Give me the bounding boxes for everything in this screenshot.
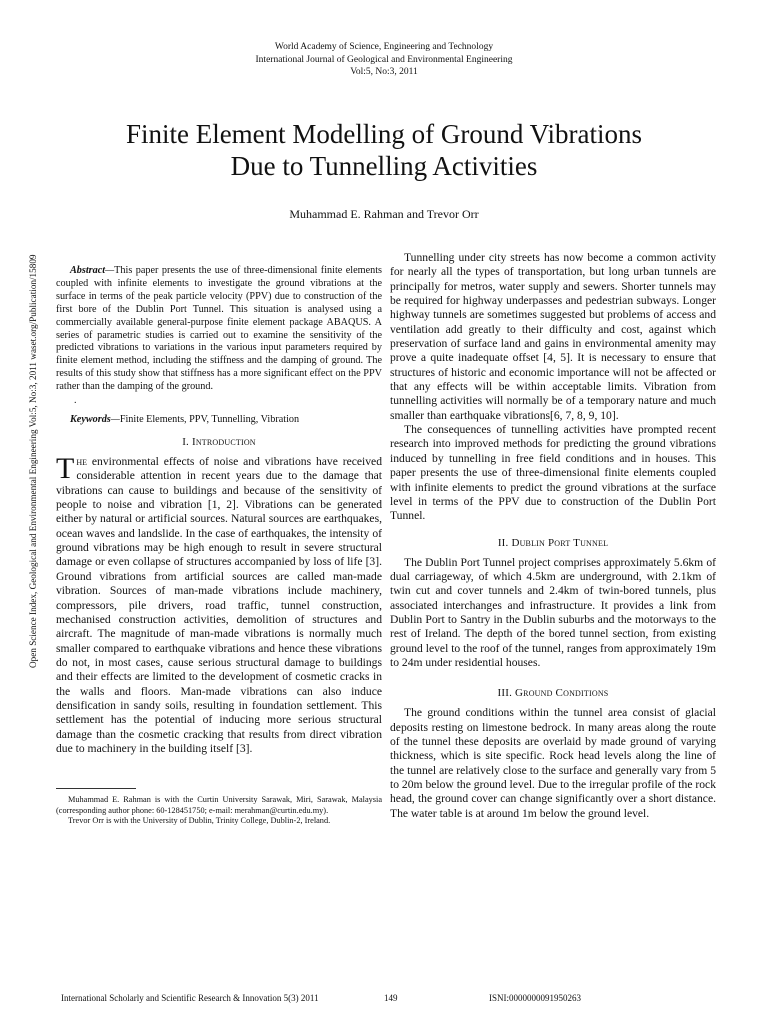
abstract-label: Abstract—: [70, 265, 115, 276]
footer-publisher: International Scholarly and Scientific Research & Innovation 5(3) 2011: [61, 993, 319, 1003]
keywords-label: Keywords—: [70, 414, 120, 426]
header-line-publisher: World Academy of Science, Engineering and Technology: [274, 42, 494, 52]
right-column: [390, 251, 716, 821]
title-line-1: Finite Element Modelling of Ground Vibrations: [125, 119, 643, 149]
intro-paragraph-3: The consequences of tunnelling activities have prompted recent research into improved methods for predicting the ground vibrations induced by tunnelling in free field conditions and in houses. This paper presents the use of three-dimensional finite elements coupled with infinite elements to predict the ground vibrations at the surface level in terms of the PPV due to construction of the Dublin Port Tunnel.: [390, 423, 716, 523]
header-line-volume: Vol:5, No:3, 2011: [350, 67, 418, 77]
drop-cap: T: [56, 452, 75, 486]
intro-lead-word: he: [76, 455, 87, 469]
footnote-author-2: Trevor Orr is with the University of Dublin, Trinity College, Dublin-2, Ireland.: [68, 816, 331, 826]
footnote-divider: [56, 788, 136, 789]
dpt-paragraph-1: The Dublin Port Tunnel project comprises approximately 5.6km of dual carriageway, of which 4.5km are underground, with 2.1km of twin cut and cover tunnels and 2.4km of twin-bored tunnels, plus associated interchanges and infrastructure. It provides a link from Dublin Port to Santry in the Dublin suburbs and the motorways to the rest of Ireland. The depth of the bored tunnel section, from existing ground level to the roof of the tunnel, ranges from approximately 19m to 24m under residential houses.: [390, 555, 716, 669]
keywords: [56, 414, 382, 425]
intro-paragraph-1-text: environmental effects of noise and vibrations have received considerable attention in recent years due to the damage that vibrations can cause to buildings and because of the sensitivity of people to noise and vibration [1, 2]. Vibrations can be generated either by natural or artificial sources. Natural sources are earthquakes, ocean waves and landslide. In the case of earthquakes, the intensity of ground vibrations may be high enough to result in severe structural damage or even collapse of structures accompanied by loss of life [3]. Ground vibrations from artificial sources are called man-made vibration. Sources of man-made vibrations include machinery, compressors, pile drivers, road traffic, tunnel construction, mechanised construction activities, demolition of structures and aircraft. The magnitude of man-made vibrations is normally much smaller compared to earthquake vibrations and hence these vibrations do not, in most cases, cause serious structural damage to buildings and their effects are limited to the development of cosmetic cracks in the walls and floors. Man-made vibrations can also induce densification in sandy soils, resulting in foundation settlement. This settlement has the potential of inducing more serious structural damage than the cosmetic cracking that results from direct vibration due to machinery in the building itself [3].: [56, 455, 382, 755]
section-heading-introduction: I. Introduction: [182, 436, 256, 449]
journal-header: [0, 41, 768, 79]
header-line-journal: International Journal of Geological and Environmental Engineering: [255, 54, 513, 65]
footer-isni: ISNI:0000000091950263: [489, 993, 581, 1003]
abstract-text: This paper presents the use of three-dimensional finite elements coupled with infinite elements to investigate the ground vibrations at the surface in terms of the peak particle velocity (PPV) due to construction of the first bore of the Dublin Port Tunnel. This situation is analysed using a commercially available general-purpose finite element package ABAQUS. A series of parametric studies is carried out to examine the sensitivity of the predicted vibrations to variations in the various input parameters required by finite element method, including the stiffness and the damping of ground. The results of this study show that stiffness has a more significant effect on the PPV rather than the damping of the ground.: [56, 265, 382, 393]
keywords-text: Finite Elements, PPV, Tunnelling, Vibration: [119, 414, 300, 426]
authors: Muhammad E. Rahman and Trevor Orr: [289, 207, 479, 221]
left-column: [56, 265, 382, 827]
footnote-author-1: Muhammad E. Rahman is with the Curtin University Sarawak, Miri, Sarawak, Malaysia (corresponding author phone: 60-128451750; e-mail: merahman@curtin.edu.my).: [56, 795, 382, 815]
intro-paragraph-1: [56, 452, 382, 756]
paper-title: [60, 118, 708, 182]
gc-paragraph-1: The ground conditions within the tunnel area consist of glacial deposits resting on limestone bedrock. In many areas along the route of the tunnel these deposits are overlaid by made ground of varying thickness, which is site specific. Rock head levels along the line of the tunnel are relatively close to the surface and generally vary from 5 to 20m below the ground level. Due to the irregular profile of the rock head, the ground cover can change significantly over a short distance. The water table is at around 1m below the ground level.: [390, 706, 716, 820]
page-number: 149: [384, 993, 398, 1003]
abstract-stray-mark: .: [74, 395, 77, 407]
intro-paragraph-2: Tunnelling under city streets has now become a common activity for nearly all the types of transportation, but long urban tunnels are principally for metros, water supply and sewers. Shorter tunnels may be required for highway underpasses and pedestrian subways. Longer highway tunnels are sometimes suggested but problems of access and ventilation add greatly to their difficulty and cost, against which preservation of surface land and gains in environmental amenity may prove a quite inadequate offset [4, 5]. It is necessary to ensure that structures of historic and economic importance will not be affected or that any effects will be within acceptable limits. Vibration from tunnelling activities will normally be of a temporary nature and much smaller than earthquake vibrations[6, 7, 8, 9, 10].: [390, 251, 716, 422]
section-heading-dublin-port-tunnel: II. Dublin Port Tunnel: [497, 536, 609, 549]
abstract: [56, 265, 382, 394]
side-margin-citation: Open Science Index, Geological and Environmental Engineering Vol:5, No:3, 2011 waset.org/Publication/15809: [28, 254, 38, 668]
section-heading-ground-conditions: III. Ground Conditions: [497, 687, 609, 700]
title-line-2: Due to Tunnelling Activities: [230, 151, 538, 181]
